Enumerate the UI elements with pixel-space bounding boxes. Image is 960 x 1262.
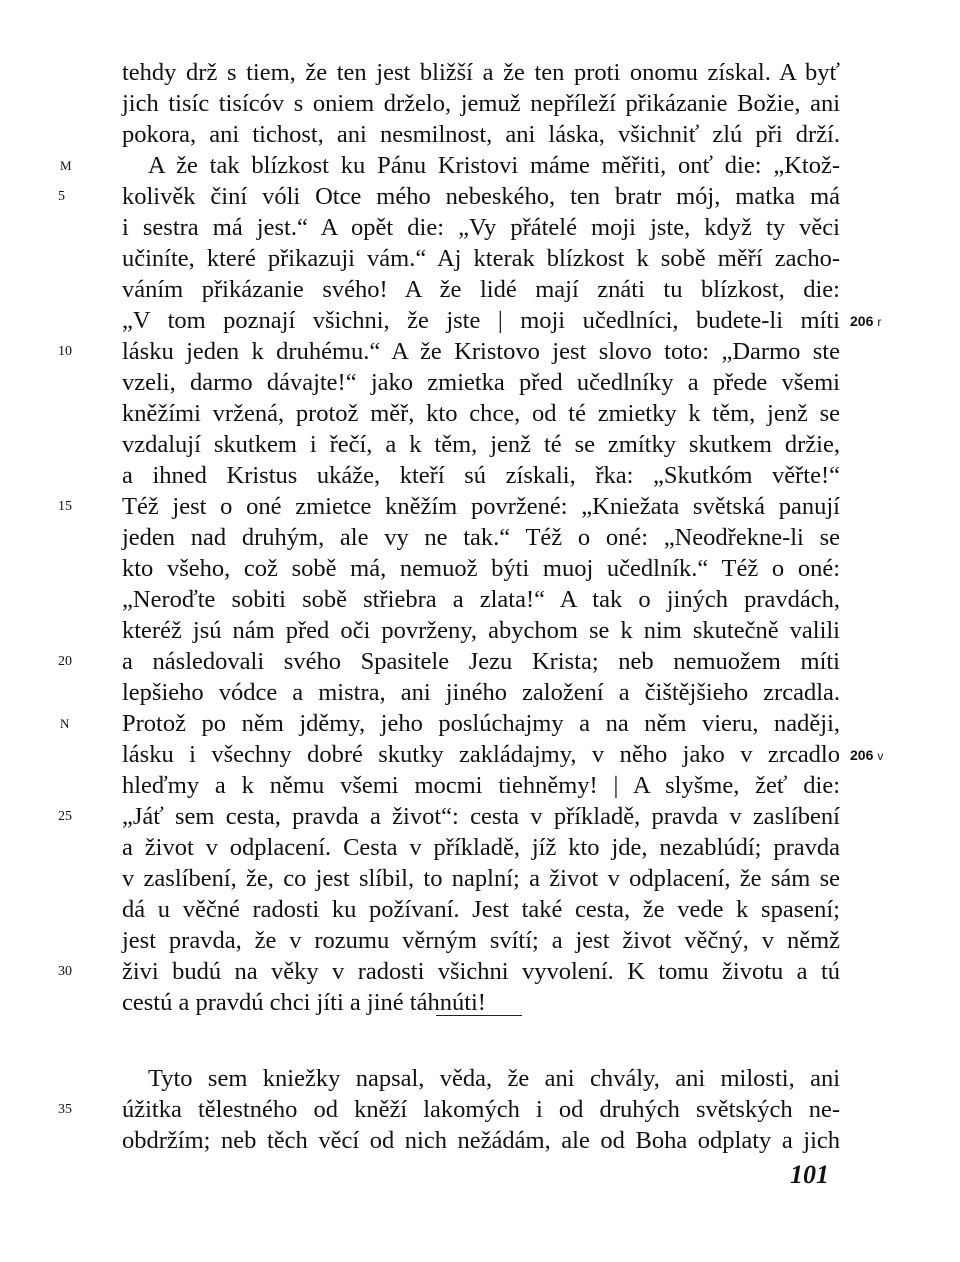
text-line: jeden nad druhým, ale vy ne tak.“ Též o oné: „Neodřekne-li se (122, 524, 840, 551)
line-number: 20 (58, 654, 72, 669)
text-line: váním přikázanie svého! A že lidé mají znáti tu blízkost, die: (122, 276, 840, 303)
text-line: dá u věčné radosti ku požívaní. Jest také cesta, že vede k spasení; (122, 896, 840, 923)
text-line: kolivěk činí vóli Otce mého nebeského, ten bratr mój, matka má (122, 183, 840, 210)
text-line: A že tak blízkost ku Pánu Kristovi máme měřiti, onť die: „Ktož- (148, 152, 840, 179)
text-line: tehdy drž s tiem, že ten jest bližší a že ten proti onomu získal. A byť (122, 59, 840, 86)
page-number: 101 (790, 1160, 829, 1189)
text-line: a ihned Kristus ukáže, kteří sú získali, řka: „Skutkóm věřte!“ (122, 462, 840, 489)
line-number: 25 (58, 809, 72, 824)
line-number: 5 (58, 189, 65, 204)
line-number: 15 (58, 499, 72, 514)
line-number: 30 (58, 964, 72, 979)
folio-number: 206 (850, 747, 874, 763)
text-line: i sestra má jest.“ A opět die: „Vy přátelé moji jste, když ty věci (122, 214, 840, 241)
text-line: jich tisíc tisícóv s oniem drželo, jemuž nepříleží přikázanie Božie, ani (122, 90, 840, 117)
manuscript-siglum: M (60, 158, 73, 173)
section-divider (436, 1015, 522, 1016)
text-line: Tyto sem kniežky napsal, věda, že ani chvály, ani milosti, ani (148, 1065, 840, 1092)
text-line: učiníte, které přikazuji vám.“ Aj kterak blízkost k sobě měří zacho- (122, 245, 840, 272)
text-line: lepšieho vódce a mistra, ani jiného založení a čištějšieho zrcadla. (122, 679, 840, 706)
folio-side: r (877, 315, 882, 329)
folio-side: v (877, 749, 884, 763)
text-line: „Jáť sem cesta, pravda a život“: cesta v příkladě, pravda v zaslíbení (122, 803, 840, 830)
text-line: obdržím; neb těch věcí od nich nežádám, ale od Boha odplaty a jich (122, 1127, 840, 1154)
folio-reference (850, 306, 881, 336)
text-line: kněžími vržená, protož měř, kto chce, od té zmietky k těm, jenž se (122, 400, 840, 427)
text-line: „V tom poznají všichni, že jste | moji učedlníci, budete-li míti (122, 307, 840, 334)
text-line: jest pravda, že v rozumu věrným svítí; a jest život věčný, v němž (122, 927, 840, 954)
text-line: lásku jeden k druhému.“ A že Kristovo jest slovo toto: „Darmo ste (122, 338, 840, 365)
line-number: 35 (58, 1102, 72, 1117)
text-line: úžitka tělestného od kněží lakomých i od druhých světských ne- (122, 1096, 840, 1123)
text-line: vzeli, darmo dávajte!“ jako zmietka před učedlníky a přede všemi (122, 369, 840, 396)
text-line: lásku i všechny dobré skutky zakládajmy, v něho jako v zrcadlo (122, 741, 840, 768)
text-line: Protož po něm jděmy, jeho poslúchajmy a na něm vieru, naději, (122, 710, 840, 737)
text-line: a život v odplacení. Cesta v příkladě, jíž kto jde, nezablúdí; pravda (122, 834, 840, 861)
text-line: Též jest o oné zmietce kněžím povržené: „Kniežata světská panují (122, 493, 840, 520)
manuscript-siglum: N (60, 716, 70, 731)
line-number: 10 (58, 344, 72, 359)
folio-number: 206 (850, 313, 874, 329)
text-line: vzdalují skutkem i řečí, a k těm, jenž té se zmítky skutkem držie, (122, 431, 840, 458)
text-line: cestú a pravdú chci jíti a jiné táhnúti! (122, 989, 486, 1016)
text-line: kteréž jsú nám před oči povrženy, abychom se k nim skutečně valili (122, 617, 840, 644)
text-line: a následovali svého Spasitele Jezu Krista; neb nemuožem míti (122, 648, 840, 675)
text-line: v zaslíbení, že, co jest slíbil, to naplní; a život v odplacení, že sám se (122, 865, 840, 892)
text-line: hleďmy a k němu všemi mocmi tiehněmy! | A slyšme, žeť die: (122, 772, 840, 799)
text-line: pokora, ani tichost, ani nesmilnost, ani láska, všichniť zlú při drží. (122, 121, 840, 148)
text-line: kto všeho, což sobě má, nemuož býti muoj učedlník.“ Též o oné: (122, 555, 840, 582)
folio-reference (850, 740, 883, 770)
text-line: živi budú na věky v radosti všichni vyvolení. K tomu životu a tú (122, 958, 840, 985)
text-line: „Neroďte sobiti sobě střiebra a zlata!“ A tak o jiných pravdách, (122, 586, 840, 613)
